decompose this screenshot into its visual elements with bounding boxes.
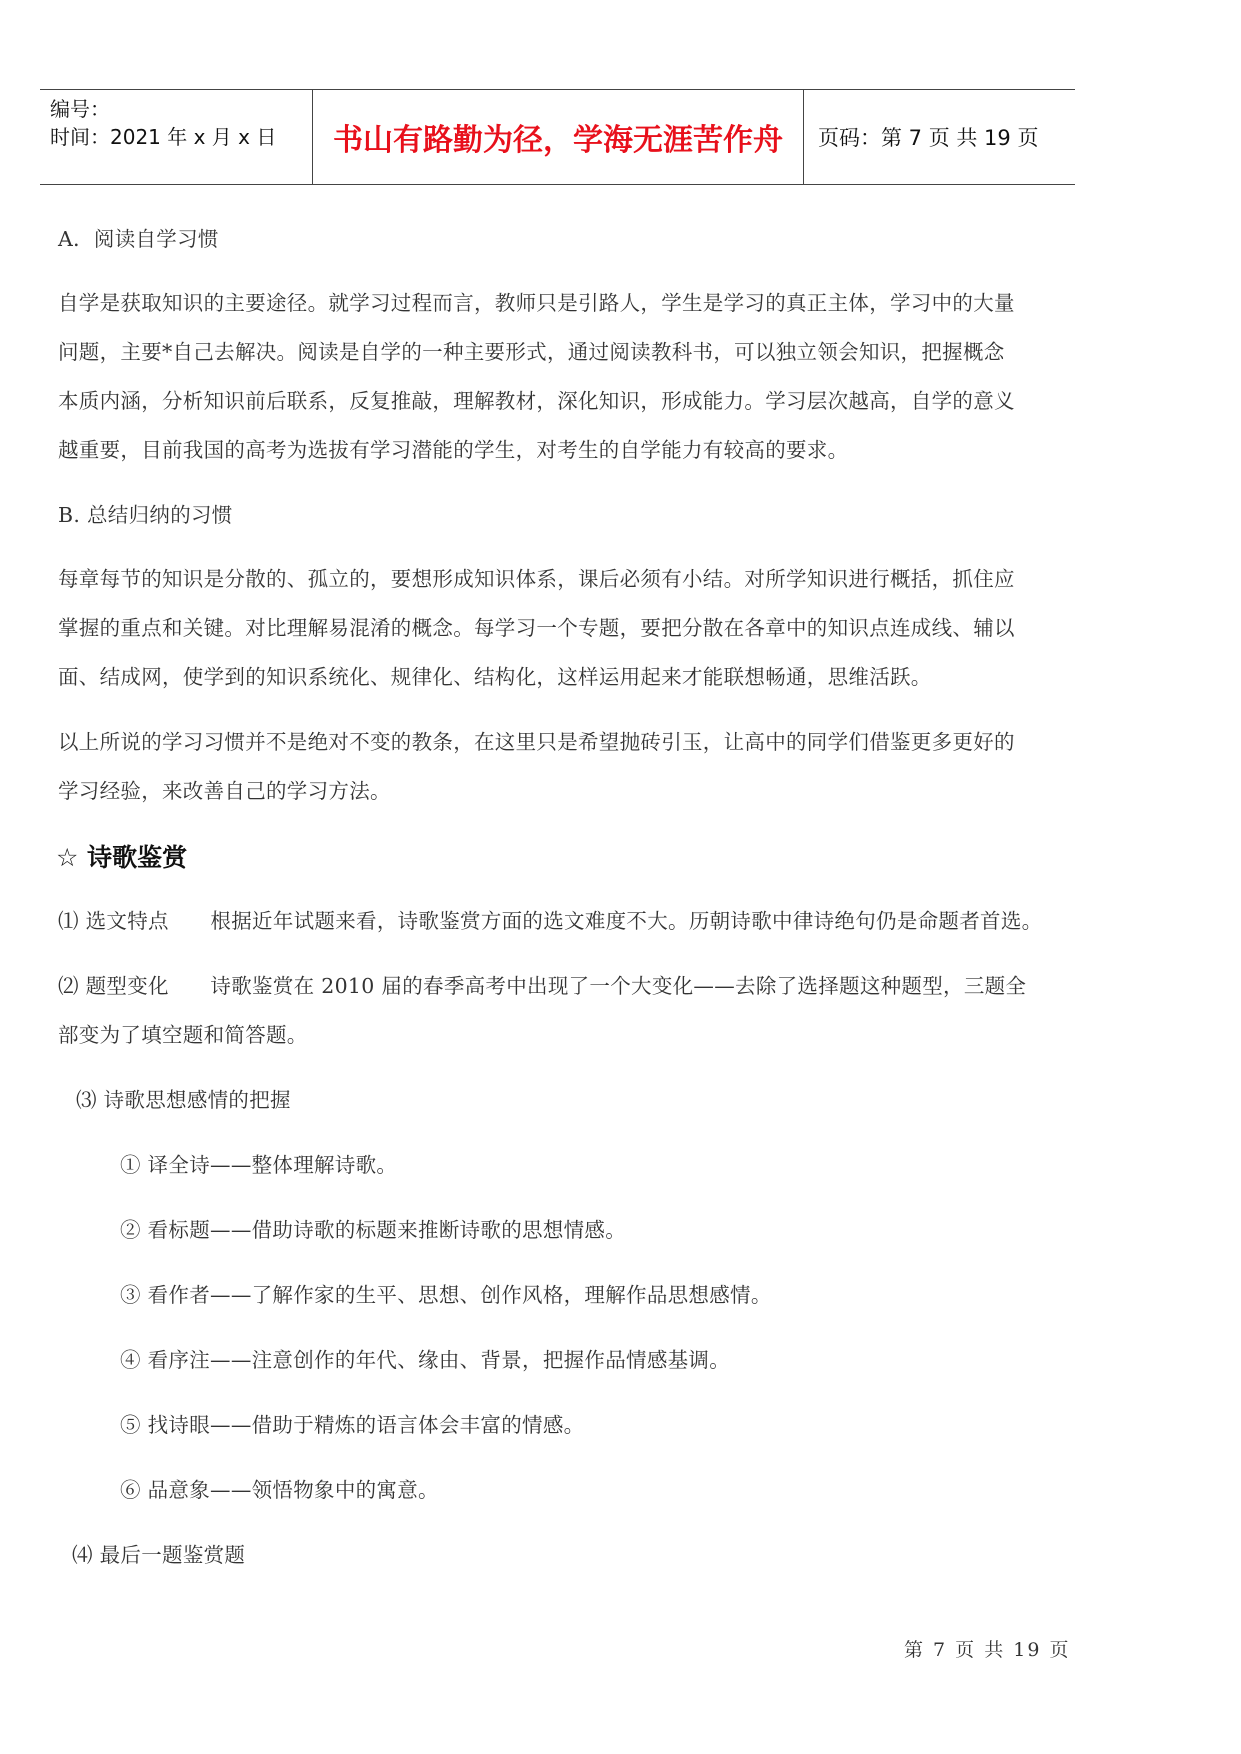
doc-date-label: 时间：2021 年 x 月 x 日 [50,125,277,149]
doc-number-label: 编号： [50,97,110,121]
paragraph-a-line: 本质内涵，分析知识前后联系，反复推敲，理解教材，深化知识，形成能力。学习层次越高，自学的意义 [58,389,1015,413]
sub-item: ③ 看作者——了解作家的生平、思想、创作风格，理解作品思想感情。 [120,1283,772,1307]
sub-item: ⑤ 找诗眼——借助于精炼的语言体会丰富的情感。 [120,1413,585,1437]
sub-item: ⑥ 品意象——领悟物象中的寓意。 [120,1478,439,1502]
sub-item: ④ 看序注——注意创作的年代、缘由、背景，把握作品情感基调。 [120,1348,731,1372]
sub-item: ② 看标题——借助诗歌的标题来推断诗歌的思想情感。 [120,1218,627,1242]
header-page-cell [804,90,1075,184]
item-3: ⑶ 诗歌思想感情的把握 [76,1088,291,1112]
item-2-line: ⑵ 题型变化 诗歌鉴赏在 2010 届的春季高考中出现了一个大变化——去除了选择题这种题型，三题全 [58,974,1027,998]
paragraph-a-line: 自学是获取知识的主要途径。就学习过程而言，教师只是引路人，学生是学习的真正主体，学习中的大量 [58,291,1015,315]
sub-item: ① 译全诗——整体理解诗歌。 [120,1153,398,1177]
paragraph-a-line: 问题，主要*自己去解决。阅读是自学的一种主要形式，通过阅读教科书，可以独立领会知识，把握概念 [58,340,1005,364]
header-meta [40,90,312,184]
section-b-title: B. 总结归纳的习惯 [58,503,233,527]
section-a-title: A．阅读自学习惯 [58,227,219,251]
poetry-heading: ☆ 诗歌鉴赏 [56,843,188,872]
paragraph-a-line: 越重要，目前我国的高考为选拔有学习潜能的学生，对考生的自学能力有较高的要求。 [58,438,849,462]
page-header [40,89,1075,185]
header-motto-cell [312,90,804,184]
item-4: ⑷ 最后一题鉴赏题 [72,1543,246,1567]
page-footer: 第 7 页 共 19 页 [904,1639,1071,1661]
item-2-line: 部变为了填空题和简答题。 [58,1023,308,1047]
paragraph-b-line: 掌握的重点和关键。对比理解易混淆的概念。每学习一个专题，要把分散在各章中的知识点连成线、辅以 [58,616,1015,640]
paragraph-c-line: 以上所说的学习习惯并不是绝对不变的教条，在这里只是希望抛砖引玉，让高中的同学们借鉴更多更好的 [58,730,1015,754]
page-number-label: 页码：第 7 页 共 19 页 [818,126,1039,150]
paragraph-b-line: 面、结成网，使学到的知识系统化、规律化、结构化，这样运用起来才能联想畅通，思维活跃。 [58,665,932,689]
item-1: ⑴ 选文特点 根据近年试题来看，诗歌鉴赏方面的选文难度不大。历朝诗歌中律诗绝句仍是命题者首选。 [58,909,1043,933]
motto-text: 书山有路勤为径，学海无涯苦作舟 [333,123,783,158]
paragraph-c-line: 学习经验，来改善自己的学习方法。 [58,779,391,803]
paragraph-b-line: 每章每节的知识是分散的、孤立的，要想形成知识体系，课后必须有小结。对所学知识进行概括，抓住应 [58,567,1015,591]
